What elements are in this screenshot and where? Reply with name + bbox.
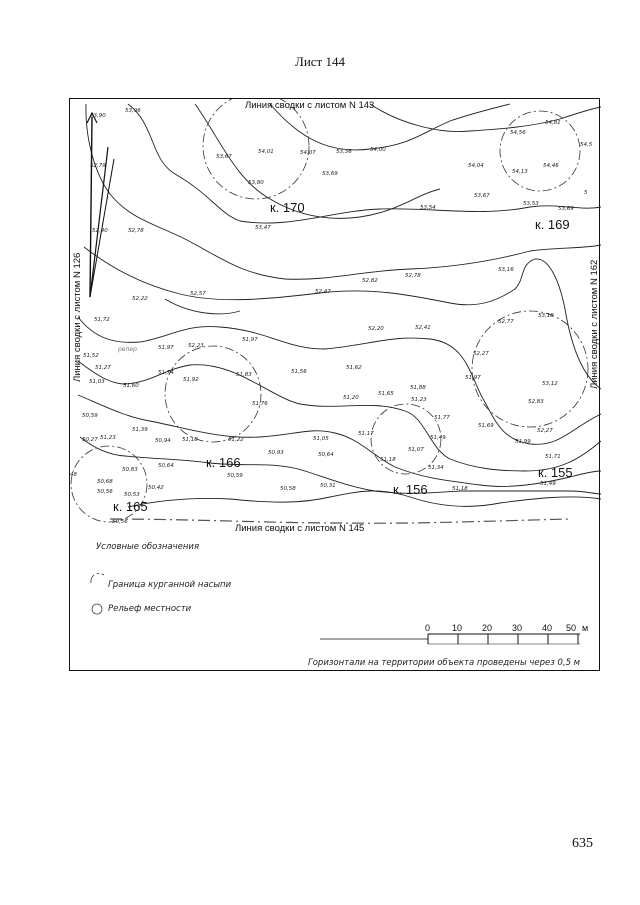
scale-tick: 30 (512, 623, 523, 633)
elevation-mark: 51,65 (378, 391, 394, 397)
elevation-mark: 51,18 (380, 457, 396, 463)
elevation-mark: 54,07 (300, 150, 316, 156)
elevation-mark: 51,77 (434, 415, 450, 421)
elevation-mark: 53,18 (538, 313, 554, 319)
elevation-mark: 50,94 (155, 438, 171, 444)
elevation-mark: 52,23 (188, 343, 204, 349)
elevation-mark: 53,69 (322, 171, 338, 177)
scale-tick: 0 (425, 623, 431, 633)
elevation-mark: 50,64 (318, 452, 334, 458)
left-summary-label: Линия сводки с листом N 126 (72, 252, 83, 382)
legend (91, 542, 232, 614)
elevation-mark: 52,20 (368, 326, 384, 332)
elevation-mark: 52,27 (473, 351, 489, 357)
elevation-mark: 51,71 (545, 454, 561, 460)
mound-169 (500, 111, 580, 191)
elevation-mark: 53,69 (558, 206, 574, 212)
elevation-mark: 51,39 (132, 427, 148, 433)
elevation-mark: 54,5 (580, 142, 593, 148)
topographic-map (70, 99, 601, 672)
scale-unit: м (582, 623, 589, 633)
elevation-mark: 51,23 (411, 397, 427, 403)
elevation-mark: 52,77 (498, 319, 514, 325)
elevation-mark: 54,13 (512, 169, 528, 175)
elevation-mark: 51,49 (540, 481, 556, 487)
elevation-mark: 51,56 (291, 369, 307, 375)
scale-bar (320, 623, 588, 644)
benchmark-label: репер (118, 346, 137, 353)
elevation-mark: 51,18 (182, 437, 198, 443)
elevation-mark: 50,31 (320, 483, 336, 489)
elevation-mark: 5 (584, 190, 588, 196)
mound-boundary-icon (91, 573, 104, 583)
elevation-mark: 53,96 (125, 108, 141, 114)
elevation-mark: 53,53 (523, 201, 539, 207)
sheet-title: Лист 144 (295, 54, 345, 69)
elevation-mark: 51,27 (95, 365, 111, 371)
elevation-mark: 51,07 (408, 447, 424, 453)
elevation-mark: 51,05 (313, 436, 329, 442)
elevation-mark: 50,59 (82, 413, 98, 419)
elevation-mark: 52,41 (415, 325, 431, 331)
kurgan-label: к. 165 (113, 499, 148, 514)
elevation-mark: 53,54 (420, 205, 436, 211)
elevation-mark: 51,22 (228, 437, 244, 443)
elevation-mark: 54,00 (370, 147, 386, 153)
contour-interval-note: Горизонтали на территории объекта проведены через 0,5 м (308, 658, 581, 668)
legend-title: Условные обозначения (96, 542, 200, 552)
scale-tick: 10 (452, 623, 463, 633)
elevation-mark: 53,36 (336, 149, 352, 155)
kurgan-label: к. 166 (206, 455, 241, 470)
elevation-mark: 51,49 (430, 435, 446, 441)
elevation-mark: 51,69 (478, 423, 494, 429)
elevation-mark: 52,79 (90, 163, 106, 169)
elevation-mark: 51,97 (158, 345, 174, 351)
elevation-mark: 48 (70, 472, 77, 478)
elevation-mark: 53,12 (542, 381, 558, 387)
elevation-mark: 50,56 (97, 489, 113, 495)
elevation-mark: 50,56 (112, 519, 128, 525)
elevation-mark: 51,83 (236, 372, 252, 378)
elevation-mark: 54,46 (543, 163, 559, 169)
elevation-mark: 50,83 (122, 467, 138, 473)
elevation-mark: 54,01 (258, 149, 274, 155)
elevation-mark: 51,97 (465, 375, 481, 381)
elevation-mark: 52,27 (537, 428, 553, 434)
page-number: 635 (572, 836, 593, 851)
elevation-mark: 51,72 (94, 317, 110, 323)
elevation-mark: 52,82 (362, 278, 378, 284)
kurgan-label: к. 156 (393, 482, 428, 497)
elevation-mark: 52,78 (405, 273, 421, 279)
map-frame (69, 98, 600, 671)
elevation-mark: 53,47 (255, 225, 271, 231)
elevation-mark: 50,93 (268, 450, 284, 456)
scale-tick: 20 (482, 623, 493, 633)
elevation-mark: 50,27 (82, 437, 98, 443)
elevation-mark: 51,92 (183, 377, 199, 383)
elevation-mark: 51,97 (242, 337, 258, 343)
elevation-mark: 54,81 (545, 120, 561, 126)
elevation-mark: 53,67 (216, 154, 232, 160)
elevation-mark: 51,60 (123, 383, 139, 389)
elevation-mark: 51,23 (100, 435, 116, 441)
elevation-mark: 52,83 (528, 399, 544, 405)
elevation-mark: 50,59 (227, 473, 243, 479)
elevation-mark: 52,40 (92, 228, 108, 234)
elevation-mark: 51,34 (428, 465, 444, 471)
contour-lines (78, 104, 601, 507)
elevation-mark: 51,88 (410, 385, 426, 391)
bottom-summary-label: Линия сводки с листом N 145 (235, 523, 365, 534)
elevation-mark: 52,22 (132, 296, 148, 302)
terrain-relief-icon (92, 604, 102, 614)
elevation-mark: 52,47 (315, 289, 331, 295)
top-summary-label: Линия сводки с листом N 143 (245, 100, 375, 111)
elevation-mark: 50,42 (148, 485, 164, 491)
kurgan-label: к. 170 (270, 200, 305, 215)
legend-item-terrain-relief: Рельеф местности (108, 604, 192, 614)
kurgan-label: к. 169 (535, 217, 570, 232)
elevation-mark: 50,68 (97, 479, 113, 485)
elevation-mark: 51,17 (358, 431, 374, 437)
elevation-mark: 50,58 (280, 486, 296, 492)
north-arrow-icon (87, 113, 114, 297)
mound-boundaries (71, 99, 588, 522)
elevation-marks (70, 108, 593, 525)
elevation-mark: 54,56 (510, 130, 526, 136)
elevation-mark: 51,76 (252, 401, 268, 407)
legend-item-mound-boundary: Граница курганной насыпи (108, 580, 232, 590)
elevation-mark: 53,90 (90, 113, 106, 119)
elevation-mark: 52,78 (128, 228, 144, 234)
elevation-mark: 53,67 (474, 193, 490, 199)
elevation-mark: 51,99 (515, 439, 531, 445)
scale-tick: 50 (566, 623, 577, 633)
elevation-mark: 51,18 (452, 486, 468, 492)
kurgan-label: к. 155 (538, 465, 573, 480)
scale-tick: 40 (542, 623, 553, 633)
right-summary-label: Линия сводки с листом N 162 (589, 259, 600, 389)
elevation-mark: 50,64 (158, 463, 174, 469)
elevation-mark: 52,57 (190, 291, 206, 297)
elevation-mark: 51,03 (89, 379, 105, 385)
elevation-mark: 53,16 (498, 267, 514, 273)
elevation-mark: 51,62 (346, 365, 362, 371)
elevation-mark: 51,20 (343, 395, 359, 401)
elevation-mark: 54,04 (468, 163, 484, 169)
elevation-mark: 51,52 (83, 353, 99, 359)
elevation-mark: 51,74 (158, 370, 174, 376)
elevation-mark: 53,80 (248, 180, 264, 186)
elevation-mark: 50,53 (124, 492, 140, 498)
